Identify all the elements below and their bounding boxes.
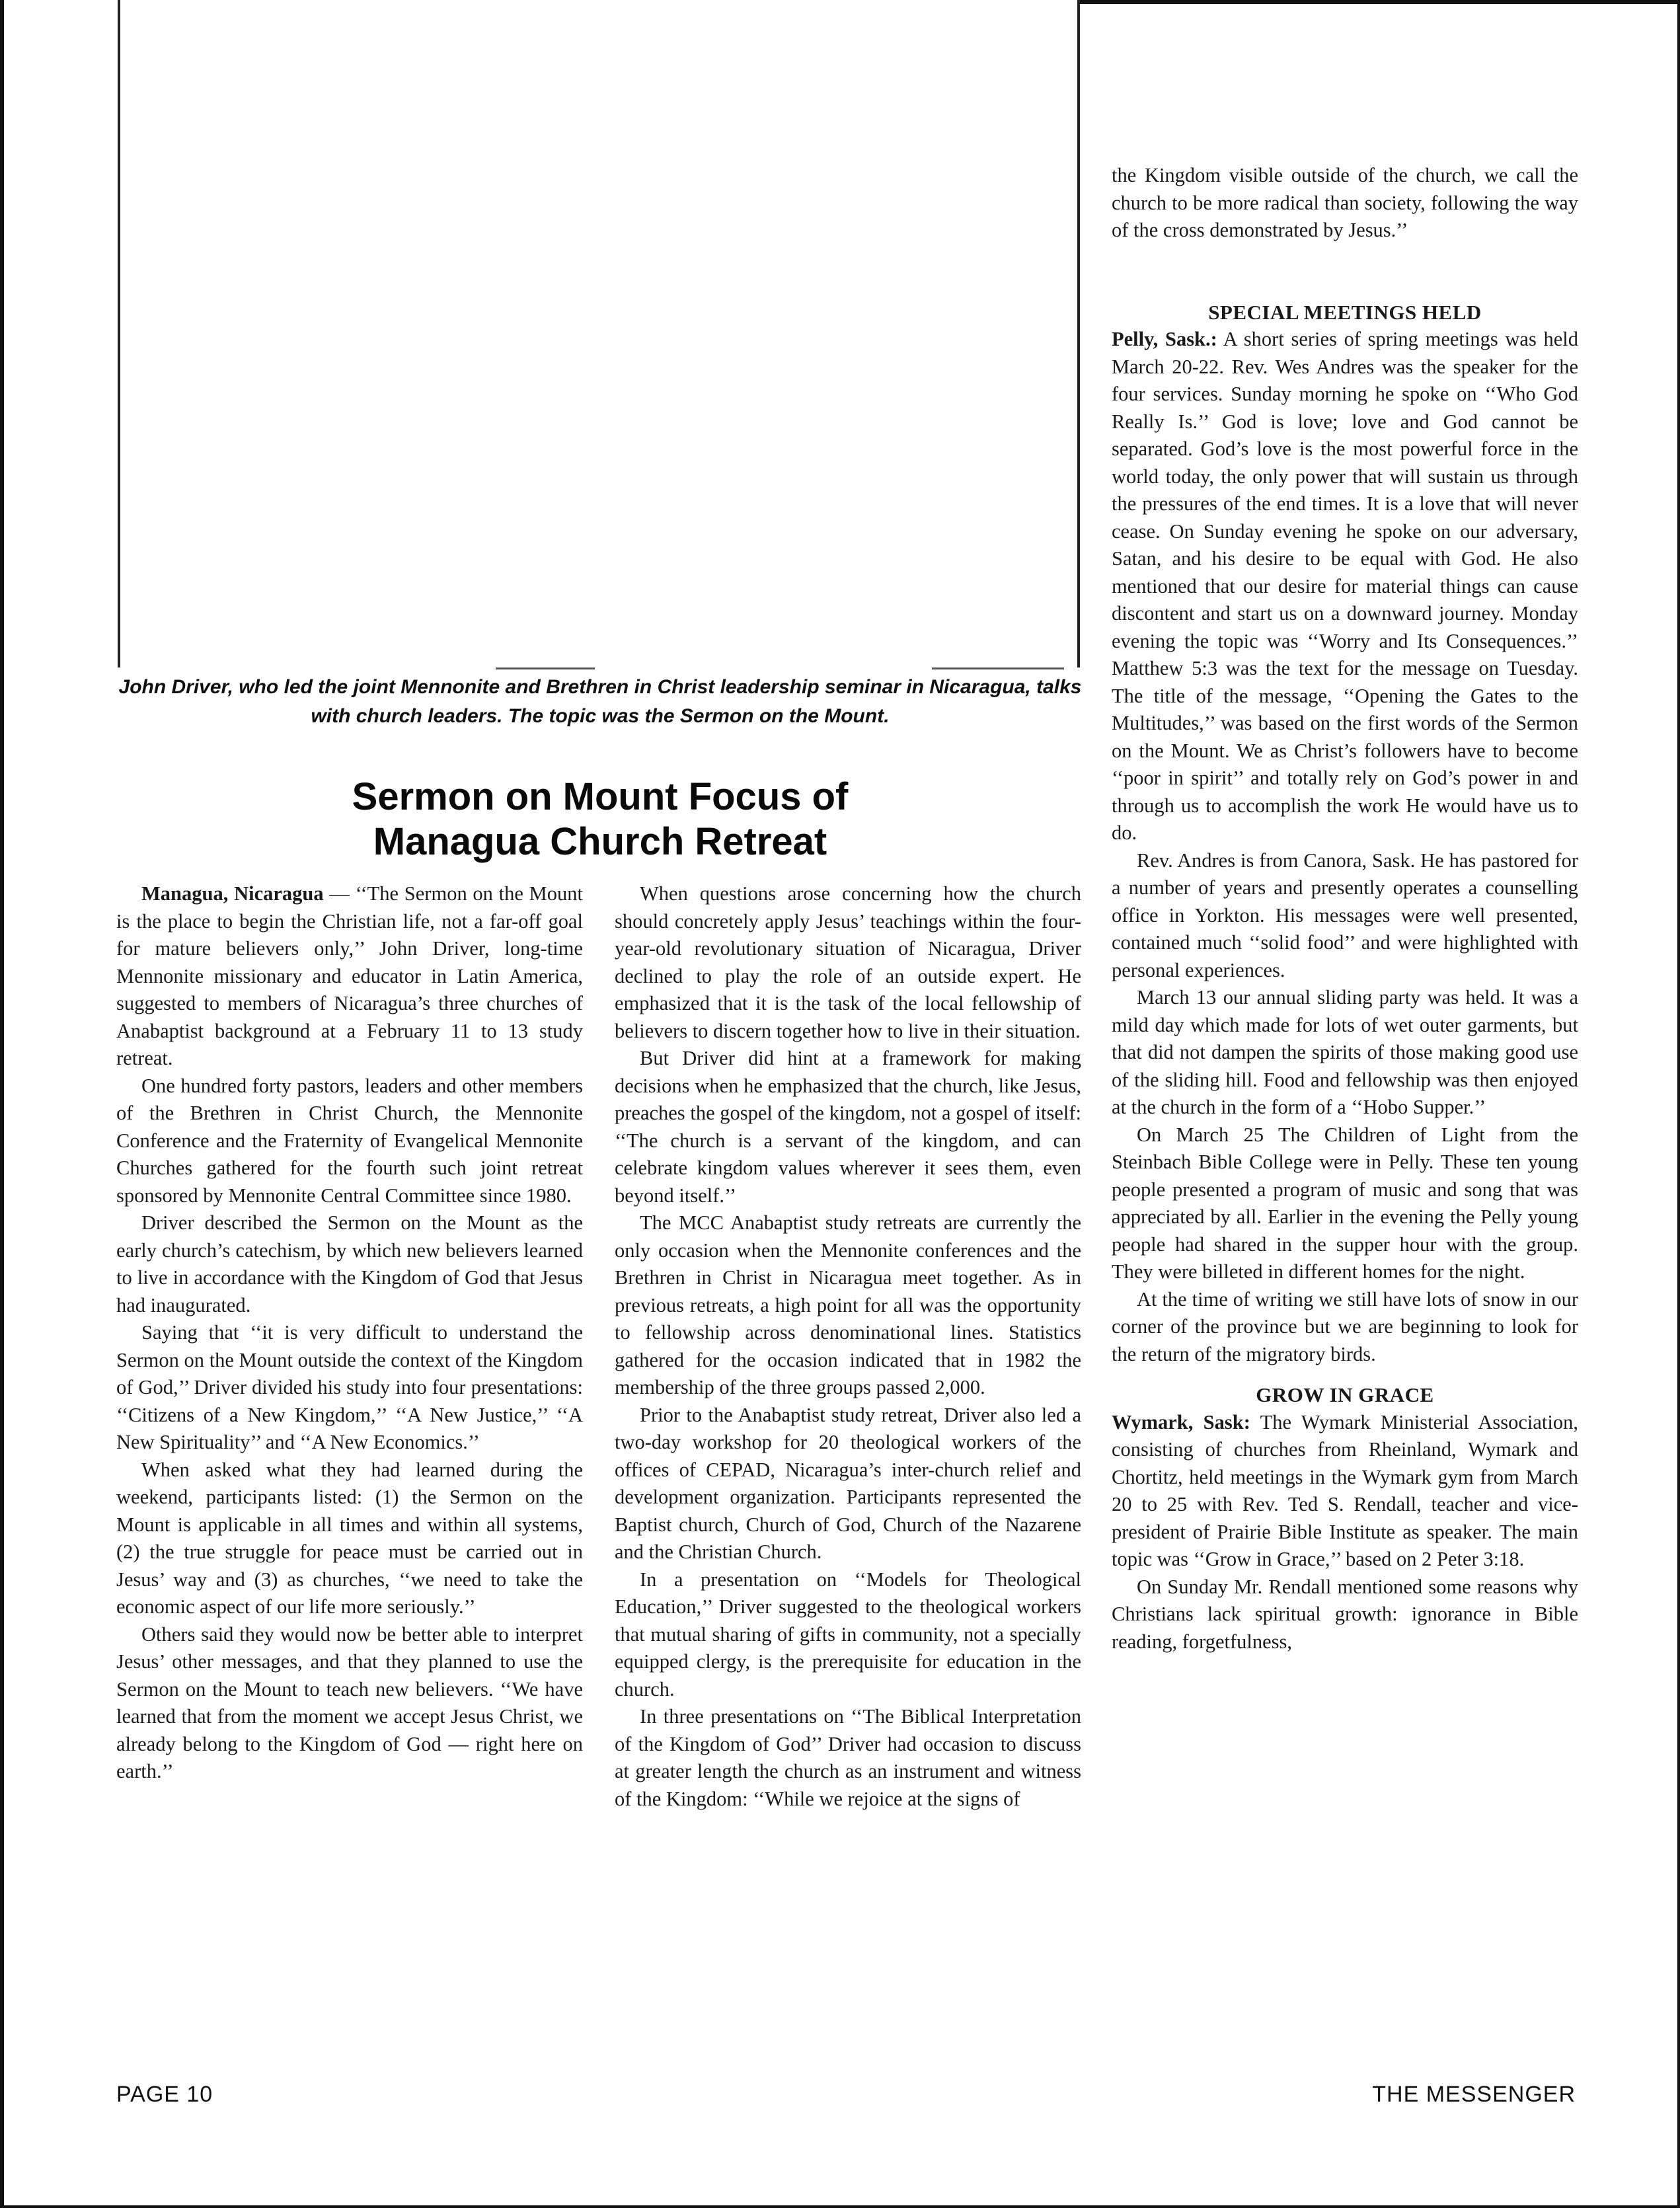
article-paragraph: Prior to the Anabaptist study retreat, Driver also led a two-day workshop for 20 theological workers of the offices of CEPAD, Nicaragua’s inter-church relief and development organization. Participants represented the Baptist church, Church of God, Church of the Nazarene and the Christian Church.: [615, 1403, 1081, 1563]
article-headline: [118, 775, 1083, 864]
page-number: PAGE 10: [116, 2082, 213, 2107]
article-paragraph: Others said they would now be better able to interpret Jesus’ other messages, and that they planned to use the Sermon on the Mount to teach new believers. ‘‘We have learned that from the moment we accept Jesus Christ, we already belong to the Kingdom of God — right here on earth.’’: [116, 1622, 583, 1782]
article-paragraph: The MCC Anabaptist study retreats are currently the only occasion when the Mennonite conferences and the Brethren in Christ in Nicaragua meet together. As in previous retreats, a high point for all was the opportunity to fellowship across denominational lines. Statistics gathered for the occasion indicated that in 1982 the membership of the three groups passed 2,000.: [615, 1211, 1081, 1398]
section-heading-grow-in-grace: GROW IN GRACE: [1256, 1383, 1434, 1406]
article-paragraph: Driver described the Sermon on the Mount as the early church’s catechism, by which new believers learned to live in accordance with the Kingdom of God that Jesus had inaugurated.: [116, 1211, 583, 1316]
article-paragraph: One hundred forty pastors, leaders and other members of the Brethren in Christ Church, the Mennonite Conference and the Fraternity of Evangelical Mennonite Churches gathered for the fourth such joint retreat sponsored by Mennonite Central Committee since 1980.: [116, 1074, 583, 1207]
article-paragraph: Managua, Nicaragua — ‘‘The Sermon on the Mount is the place to begin the Christian life, not a far-off goal for mature believers only,’’ John Driver, long-time Mennonite missionary and educator in Latin America, suggested to members of Nicaragua’s three churches of Anabaptist background at a February 11 to 13 study retreat.: [116, 882, 584, 1069]
article-column-1: [116, 880, 583, 1786]
news-dateline: Pelly, Sask.:: [1112, 328, 1217, 350]
article-paragraph: When asked what they had learned during the weekend, participants listed: (1) the Sermon on the Mount is applicable in all times and within all systems, (2) the true struggle for peace must be carried out in Jesus’ way and (3) as churches, ‘‘we need to take the economic aspect of our life more seriously.’’: [116, 1458, 583, 1618]
article-paragraph: In a presentation on ‘‘Models for Theological Education,’’ Driver suggested to the theological workers that mutual sharing of gifts in community, not a specially equipped clergy, is the prerequisite for education in the church.: [615, 1568, 1081, 1700]
news-paragraph: Wymark, Sask: The Wymark Ministerial Association, consisting of churches from Rheinland, Wymark and Chortitz, held meetings in the Wymark gym from March 20 to 25 with Rev. Ted S. Rendall, teacher and vice-president of Prairie Bible Institute as speaker. The main topic was ‘‘Grow in Grace,’’ based on 2 Peter 3:18.: [1112, 1410, 1578, 1570]
news-paragraph: On March 25 The Children of Light from the Steinbach Bible College were in Pelly. These ten young people presented a program of music and song that was appreciated by all. Earlier in the evening the Pelly young people had shared in the supper hour with the group. They were billeted in different homes for the night.: [1112, 1123, 1578, 1283]
news-paragraph: At the time of writing we still have lots of snow in our corner of the province but we are beginning to look for the return of the migratory birds.: [1112, 1287, 1578, 1365]
publication-name: THE MESSENGER: [1372, 2082, 1576, 2107]
photo-rule: [932, 667, 1064, 669]
article-column-2: [615, 880, 1081, 1813]
news-paragraph: On Sunday Mr. Rendall mentioned some reasons why Christians lack spiritual growth: ignorance in Bible reading, forgetfulness,: [1112, 1575, 1578, 1653]
news-paragraph: March 13 our annual sliding party was held. It was a mild day which made for lots of wet outer garments, but that did not dampen the spirits of those making good use of the sliding hill. Food and fellowship was then enjoyed at the church in the form of a ‘‘Hobo Supper.’’: [1112, 986, 1578, 1118]
article-paragraph: In three presentations on ‘‘The Biblical Interpretation of the Kingdom of God’’ Driver had occasion to discuss at greater length the church as an instrument and witness of the Kingdom: ‘‘While we rejoice at the signs of: [615, 1705, 1081, 1810]
photo-rule: [496, 667, 595, 669]
article-paragraph: Saying that ‘‘it is very difficult to understand the Sermon on the Mount outside the context of the Kingdom of God,’’ Driver divided his study into four presentations: ‘‘Citizens of a New Kingdom,’’ ‘‘A New Justice,’’ ‘‘A New Spirituality’’ and ‘‘A New Economics.’’: [116, 1321, 583, 1453]
article-paragraph: But Driver did hint at a framework for making decisions when he emphasized that the church, like Jesus, preaches the gospel of the kingdom, not a gospel of itself: ‘‘The church is a servant of the kingdom, and can celebrate kingdom values wherever it sees them, even beyond itself.’’: [615, 1047, 1081, 1207]
news-paragraph: Rev. Andres is from Canora, Sask. He has pastored for a number of years and presently operates a counselling office in Yorkton. His messages were well presented, contained much ‘‘solid food’’ and were highlighted with personal experiences.: [1112, 849, 1578, 981]
photo-caption: John Driver, who led the joint Mennonite and Brethren in Christ leadership seminar in Nicaragua, talks with church leaders. The topic was the Sermon on the Mount.: [118, 676, 1082, 727]
photo-placeholder: [118, 0, 1080, 667]
article-dateline: Managua, Nicaragua: [141, 882, 324, 905]
article-column-3: [1112, 162, 1578, 1656]
news-dateline: Wymark, Sask:: [1112, 1410, 1250, 1433]
headline-line-2: Managua Church Retreat: [373, 820, 827, 863]
headline-line-1: Sermon on Mount Focus of: [352, 775, 849, 818]
article-paragraph: When questions arose concerning how the church should concretely apply Jesus’ teachings within the four-year-old revolutionary situation of Nicaragua, Driver declined to play the role of an outside expert. He emphasized that it is the task of the local fellowship of believers to discern together how to live in their situation.: [615, 882, 1081, 1042]
section-heading-special-meetings: SPECIAL MEETINGS HELD: [1208, 300, 1482, 324]
article-continuation: the Kingdom visible outside of the church, we call the church to be more radical than society, following the way of the cross demonstrated by Jesus.’’: [1112, 164, 1578, 241]
news-paragraph: Pelly, Sask.: A short series of spring meetings was held March 20-22. Rev. Wes Andres was the speaker for the four services. Sunday morning he spoke on ‘‘Who God Really Is.’’ God is love; love and God cannot be separated. God’s love is the most powerful force in the world today, the only power that will sustain us through the pressures of the end times. It is a love that will never cease. On Sunday evening he spoke on our adversary, Satan, and his desire to be equal with God. He also mentioned that our desire for material things can cause discontent and start us on a downward journey. Monday evening the topic was ‘‘Worry and Its Consequences.’’ Matthew 5:3 was the text for the message on Tuesday. The title of the message, ‘‘Opening the Gates to the Multitudes,’’ was based on the first words of the Sermon on the Mount. We as Christ’s followers have to become ‘‘poor in spirit’’ and totally rely on God’s power in and through us to accomplish the work He would have us to do.: [1112, 328, 1578, 844]
